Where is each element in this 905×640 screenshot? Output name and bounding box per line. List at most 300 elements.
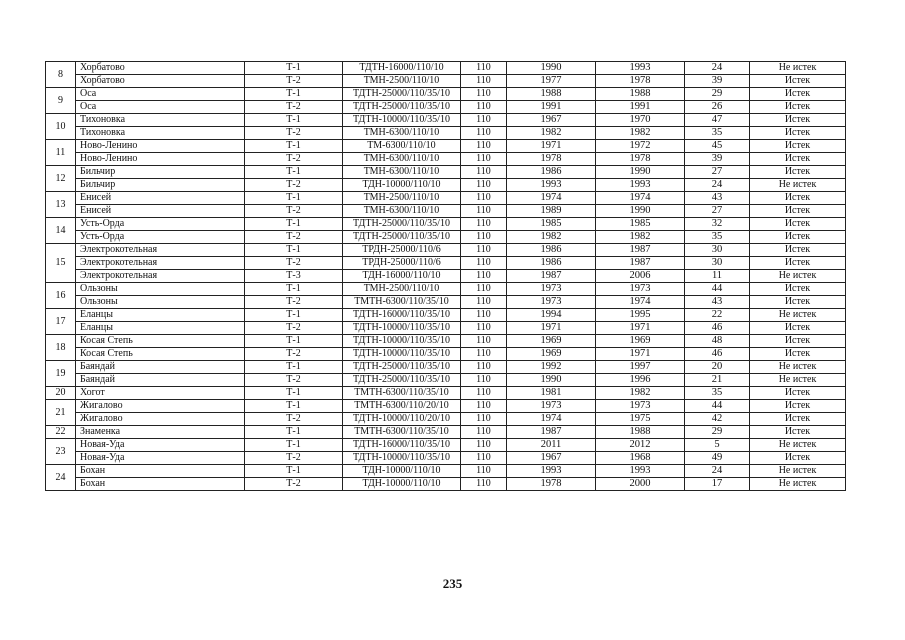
cell-transformer-id: Т-1 [245,387,343,400]
cell-service-status: Истек [750,426,846,439]
cell-row-number: 9 [46,88,76,114]
cell-transformer-type: ТДТН-25000/110/35/10 [343,361,461,374]
cell-transformer-id: Т-2 [245,101,343,114]
cell-year-commissioned: 1987 [596,244,685,257]
cell-service-years: 20 [685,361,750,374]
cell-service-years: 32 [685,218,750,231]
cell-year-manufactured: 1967 [507,452,596,465]
cell-service-years: 35 [685,127,750,140]
cell-service-status: Не истек [750,270,846,283]
cell-year-commissioned: 1990 [596,166,685,179]
cell-year-manufactured: 1977 [507,75,596,88]
cell-service-status: Истек [750,322,846,335]
cell-year-manufactured: 2011 [507,439,596,452]
cell-substation-name: Косая Степь [76,348,245,361]
cell-transformer-id: Т-2 [245,374,343,387]
cell-substation-name: Электрокотельная [76,270,245,283]
cell-substation-name: Знаменка [76,426,245,439]
cell-year-manufactured: 1986 [507,244,596,257]
cell-service-years: 17 [685,478,750,491]
cell-transformer-type: ТМН-6300/110/10 [343,205,461,218]
cell-substation-name: Енисей [76,205,245,218]
cell-transformer-type: ТДН-10000/110/10 [343,179,461,192]
table-row [46,374,846,387]
cell-row-number: 12 [46,166,76,192]
table-row [46,88,846,101]
cell-service-years: 5 [685,439,750,452]
cell-service-status: Истек [750,348,846,361]
cell-transformer-id: Т-1 [245,218,343,231]
cell-transformer-id: Т-1 [245,140,343,153]
cell-row-number: 22 [46,426,76,439]
cell-year-commissioned: 1996 [596,374,685,387]
cell-substation-name: Бильчир [76,166,245,179]
cell-voltage: 110 [461,387,507,400]
cell-year-commissioned: 1988 [596,426,685,439]
cell-service-years: 42 [685,413,750,426]
cell-transformer-type: ТМТН-6300/110/35/10 [343,387,461,400]
cell-transformer-id: Т-2 [245,452,343,465]
cell-year-manufactured: 1982 [507,127,596,140]
cell-row-number: 20 [46,387,76,400]
cell-year-commissioned: 1991 [596,101,685,114]
table-row [46,335,846,348]
cell-year-manufactured: 1967 [507,114,596,127]
cell-service-status: Истек [750,244,846,257]
cell-service-years: 39 [685,153,750,166]
cell-service-status: Истек [750,218,846,231]
table-row [46,361,846,374]
table-body [46,62,846,491]
cell-service-status: Не истек [750,361,846,374]
cell-row-number: 15 [46,244,76,283]
cell-service-years: 47 [685,114,750,127]
cell-voltage: 110 [461,296,507,309]
cell-voltage: 110 [461,140,507,153]
cell-year-manufactured: 1969 [507,348,596,361]
cell-year-manufactured: 1990 [507,62,596,75]
cell-transformer-id: Т-1 [245,465,343,478]
cell-substation-name: Ользоны [76,296,245,309]
cell-substation-name: Бохан [76,465,245,478]
cell-year-manufactured: 1994 [507,309,596,322]
cell-year-commissioned: 1974 [596,296,685,309]
table-row [46,400,846,413]
cell-substation-name: Енисей [76,192,245,205]
table-row [46,413,846,426]
cell-service-years: 39 [685,75,750,88]
cell-row-number: 11 [46,140,76,166]
cell-transformer-id: Т-1 [245,88,343,101]
cell-transformer-id: Т-2 [245,478,343,491]
table-row [46,309,846,322]
cell-row-number: 23 [46,439,76,465]
cell-year-commissioned: 1982 [596,387,685,400]
cell-row-number: 19 [46,361,76,387]
cell-transformer-id: Т-2 [245,205,343,218]
cell-service-years: 22 [685,309,750,322]
cell-service-years: 30 [685,257,750,270]
cell-transformer-id: Т-1 [245,283,343,296]
cell-substation-name: Усть-Орда [76,218,245,231]
cell-year-commissioned: 1971 [596,348,685,361]
cell-transformer-type: ТДТН-16000/110/10 [343,62,461,75]
cell-year-manufactured: 1990 [507,374,596,387]
cell-voltage: 110 [461,244,507,257]
cell-voltage: 110 [461,231,507,244]
cell-service-years: 26 [685,101,750,114]
cell-service-status: Не истек [750,179,846,192]
cell-transformer-type: ТДТН-25000/110/35/10 [343,218,461,231]
cell-row-number: 10 [46,114,76,140]
cell-transformer-id: Т-1 [245,400,343,413]
cell-year-commissioned: 1990 [596,205,685,218]
table-row [46,439,846,452]
cell-service-years: 35 [685,387,750,400]
cell-service-years: 46 [685,348,750,361]
cell-transformer-type: ТМТН-6300/110/35/10 [343,296,461,309]
cell-year-commissioned: 1995 [596,309,685,322]
cell-voltage: 110 [461,465,507,478]
table-row [46,218,846,231]
cell-transformer-type: ТМН-6300/110/10 [343,166,461,179]
cell-year-commissioned: 1993 [596,465,685,478]
cell-voltage: 110 [461,361,507,374]
cell-substation-name: Бохан [76,478,245,491]
cell-year-commissioned: 1969 [596,335,685,348]
cell-voltage: 110 [461,101,507,114]
cell-transformer-type: ТДН-10000/110/10 [343,478,461,491]
cell-year-commissioned: 1974 [596,192,685,205]
table-row [46,465,846,478]
cell-service-status: Истек [750,140,846,153]
cell-service-years: 44 [685,400,750,413]
cell-voltage: 110 [461,205,507,218]
table-row [46,114,846,127]
cell-voltage: 110 [461,478,507,491]
table-row [46,140,846,153]
cell-transformer-id: Т-1 [245,62,343,75]
cell-transformer-type: ТДТН-25000/110/35/10 [343,88,461,101]
cell-year-commissioned: 2012 [596,439,685,452]
cell-transformer-type: ТДТН-10000/110/35/10 [343,348,461,361]
cell-service-years: 44 [685,283,750,296]
cell-year-commissioned: 1993 [596,179,685,192]
cell-service-years: 29 [685,426,750,439]
cell-substation-name: Тихоновка [76,114,245,127]
cell-transformer-type: ТДТН-10000/110/20/10 [343,413,461,426]
cell-transformer-type: ТМН-6300/110/10 [343,127,461,140]
cell-transformer-type: ТДТН-16000/110/35/10 [343,439,461,452]
cell-transformer-type: ТДТН-10000/110/35/10 [343,322,461,335]
cell-year-commissioned: 1982 [596,231,685,244]
cell-service-status: Не истек [750,62,846,75]
cell-transformer-id: Т-2 [245,413,343,426]
cell-service-status: Истек [750,127,846,140]
cell-year-commissioned: 1973 [596,283,685,296]
cell-year-manufactured: 1973 [507,400,596,413]
cell-year-commissioned: 2006 [596,270,685,283]
cell-service-status: Истек [750,283,846,296]
cell-transformer-type: ТДН-16000/110/10 [343,270,461,283]
cell-transformer-type: ТРДН-25000/110/6 [343,257,461,270]
cell-transformer-id: Т-3 [245,270,343,283]
cell-service-status: Не истек [750,465,846,478]
table-row [46,192,846,205]
cell-transformer-id: Т-2 [245,179,343,192]
cell-year-manufactured: 1986 [507,166,596,179]
cell-year-commissioned: 1968 [596,452,685,465]
table-row [46,478,846,491]
cell-substation-name: Оса [76,88,245,101]
cell-service-years: 43 [685,296,750,309]
table-row [46,257,846,270]
cell-voltage: 110 [461,75,507,88]
table-row [46,62,846,75]
table-row [46,426,846,439]
cell-substation-name: Косая Степь [76,335,245,348]
cell-service-status: Истек [750,257,846,270]
cell-transformer-id: Т-1 [245,426,343,439]
cell-year-manufactured: 1969 [507,335,596,348]
table-row [46,101,846,114]
cell-substation-name: Еланцы [76,322,245,335]
cell-service-status: Истек [750,205,846,218]
cell-year-commissioned: 1988 [596,88,685,101]
cell-voltage: 110 [461,127,507,140]
cell-substation-name: Электрокотельная [76,257,245,270]
table-row [46,348,846,361]
cell-year-commissioned: 1978 [596,75,685,88]
cell-service-status: Не истек [750,374,846,387]
cell-substation-name: Ользоны [76,283,245,296]
cell-service-status: Истек [750,231,846,244]
cell-year-manufactured: 1982 [507,231,596,244]
cell-voltage: 110 [461,400,507,413]
cell-year-commissioned: 1987 [596,257,685,270]
cell-service-status: Истек [750,75,846,88]
cell-service-years: 24 [685,465,750,478]
cell-year-manufactured: 1993 [507,465,596,478]
cell-voltage: 110 [461,153,507,166]
cell-row-number: 14 [46,218,76,244]
table-row [46,322,846,335]
table-row [46,127,846,140]
cell-transformer-type: ТМТН-6300/110/35/10 [343,426,461,439]
cell-substation-name: Тихоновка [76,127,245,140]
cell-transformer-type: ТДТН-25000/110/35/10 [343,374,461,387]
cell-year-manufactured: 1993 [507,179,596,192]
cell-voltage: 110 [461,322,507,335]
cell-year-manufactured: 1987 [507,270,596,283]
cell-transformer-type: ТДН-10000/110/10 [343,465,461,478]
cell-year-manufactured: 1992 [507,361,596,374]
cell-substation-name: Хогот [76,387,245,400]
cell-year-commissioned: 1975 [596,413,685,426]
cell-substation-name: Оса [76,101,245,114]
cell-transformer-type: ТМН-6300/110/10 [343,153,461,166]
cell-service-status: Истек [750,88,846,101]
cell-service-status: Истек [750,192,846,205]
cell-service-years: 21 [685,374,750,387]
cell-transformer-id: Т-2 [245,75,343,88]
cell-transformer-id: Т-2 [245,231,343,244]
cell-service-status: Истек [750,335,846,348]
cell-voltage: 110 [461,166,507,179]
cell-row-number: 21 [46,400,76,426]
table-row [46,166,846,179]
cell-transformer-id: Т-2 [245,348,343,361]
cell-service-years: 46 [685,322,750,335]
cell-year-manufactured: 1989 [507,205,596,218]
table-row [46,452,846,465]
cell-substation-name: Хорбатово [76,62,245,75]
cell-voltage: 110 [461,62,507,75]
cell-transformer-type: ТДТН-10000/110/35/10 [343,335,461,348]
cell-service-years: 49 [685,452,750,465]
cell-row-number: 18 [46,335,76,361]
cell-year-manufactured: 1974 [507,413,596,426]
cell-year-manufactured: 1973 [507,283,596,296]
cell-voltage: 110 [461,335,507,348]
cell-voltage: 110 [461,192,507,205]
cell-year-manufactured: 1991 [507,101,596,114]
table-row [46,270,846,283]
cell-transformer-type: ТМН-2500/110/10 [343,75,461,88]
cell-voltage: 110 [461,257,507,270]
cell-voltage: 110 [461,348,507,361]
cell-transformer-id: Т-2 [245,257,343,270]
cell-service-status: Истек [750,153,846,166]
cell-year-commissioned: 1993 [596,62,685,75]
cell-substation-name: Еланцы [76,309,245,322]
cell-voltage: 110 [461,452,507,465]
table-row [46,296,846,309]
cell-service-status: Истек [750,413,846,426]
cell-year-manufactured: 1981 [507,387,596,400]
cell-year-commissioned: 1982 [596,127,685,140]
cell-transformer-type: ТМН-2500/110/10 [343,192,461,205]
cell-service-years: 24 [685,179,750,192]
table-row [46,179,846,192]
table-row [46,205,846,218]
cell-voltage: 110 [461,88,507,101]
cell-substation-name: Бильчир [76,179,245,192]
cell-year-manufactured: 1986 [507,257,596,270]
cell-transformer-type: ТМТН-6300/110/20/10 [343,400,461,413]
page-number: 235 [442,576,463,591]
cell-service-status: Истек [750,166,846,179]
cell-substation-name: Жигалово [76,413,245,426]
cell-service-years: 30 [685,244,750,257]
cell-service-years: 24 [685,62,750,75]
cell-voltage: 110 [461,179,507,192]
cell-year-commissioned: 1970 [596,114,685,127]
cell-service-status: Не истек [750,478,846,491]
cell-service-status: Истек [750,101,846,114]
cell-voltage: 110 [461,309,507,322]
cell-voltage: 110 [461,283,507,296]
cell-year-commissioned: 1971 [596,322,685,335]
cell-transformer-type: ТДТН-25000/110/35/10 [343,231,461,244]
cell-voltage: 110 [461,114,507,127]
cell-row-number: 8 [46,62,76,88]
cell-transformer-id: Т-2 [245,127,343,140]
cell-transformer-id: Т-1 [245,244,343,257]
cell-year-manufactured: 1985 [507,218,596,231]
cell-transformer-id: Т-2 [245,153,343,166]
cell-substation-name: Новая-Уда [76,452,245,465]
cell-row-number: 24 [46,465,76,491]
cell-year-manufactured: 1973 [507,296,596,309]
cell-service-status: Истек [750,452,846,465]
cell-transformer-id: Т-1 [245,439,343,452]
cell-service-status: Истек [750,296,846,309]
cell-year-commissioned: 1972 [596,140,685,153]
cell-year-commissioned: 1997 [596,361,685,374]
cell-service-years: 45 [685,140,750,153]
cell-substation-name: Хорбатово [76,75,245,88]
cell-transformer-type: ТРДН-25000/110/6 [343,244,461,257]
cell-service-years: 48 [685,335,750,348]
cell-substation-name: Ново-Ленино [76,140,245,153]
cell-year-manufactured: 1971 [507,322,596,335]
cell-voltage: 110 [461,413,507,426]
table-row [46,244,846,257]
cell-substation-name: Баяндай [76,361,245,374]
cell-service-status: Истек [750,400,846,413]
cell-voltage: 110 [461,270,507,283]
cell-transformer-id: Т-1 [245,335,343,348]
cell-row-number: 13 [46,192,76,218]
cell-transformer-id: Т-1 [245,114,343,127]
cell-year-commissioned: 1973 [596,400,685,413]
cell-service-years: 43 [685,192,750,205]
table-row [46,153,846,166]
cell-transformer-type: ТМ-6300/110/10 [343,140,461,153]
cell-year-manufactured: 1971 [507,140,596,153]
cell-transformer-id: Т-2 [245,322,343,335]
cell-transformer-type: ТМН-2500/110/10 [343,283,461,296]
cell-year-manufactured: 1974 [507,192,596,205]
cell-voltage: 110 [461,218,507,231]
cell-year-manufactured: 1978 [507,153,596,166]
cell-year-manufactured: 1978 [507,478,596,491]
cell-year-commissioned: 2000 [596,478,685,491]
cell-transformer-id: Т-1 [245,166,343,179]
cell-row-number: 16 [46,283,76,309]
cell-service-status: Не истек [750,439,846,452]
cell-year-commissioned: 1985 [596,218,685,231]
cell-service-status: Истек [750,387,846,400]
cell-year-manufactured: 1988 [507,88,596,101]
cell-transformer-id: Т-1 [245,361,343,374]
cell-transformer-type: ТДТН-25000/110/35/10 [343,101,461,114]
cell-substation-name: Баяндай [76,374,245,387]
table-row [46,387,846,400]
cell-service-status: Истек [750,114,846,127]
table-row [46,283,846,296]
cell-transformer-type: ТДТН-16000/110/35/10 [343,309,461,322]
transformer-table [45,61,846,491]
cell-voltage: 110 [461,374,507,387]
cell-transformer-id: Т-1 [245,192,343,205]
cell-substation-name: Ново-Ленино [76,153,245,166]
cell-service-years: 35 [685,231,750,244]
table-row [46,75,846,88]
cell-transformer-type: ТДТН-10000/110/35/10 [343,452,461,465]
cell-service-status: Не истек [750,309,846,322]
